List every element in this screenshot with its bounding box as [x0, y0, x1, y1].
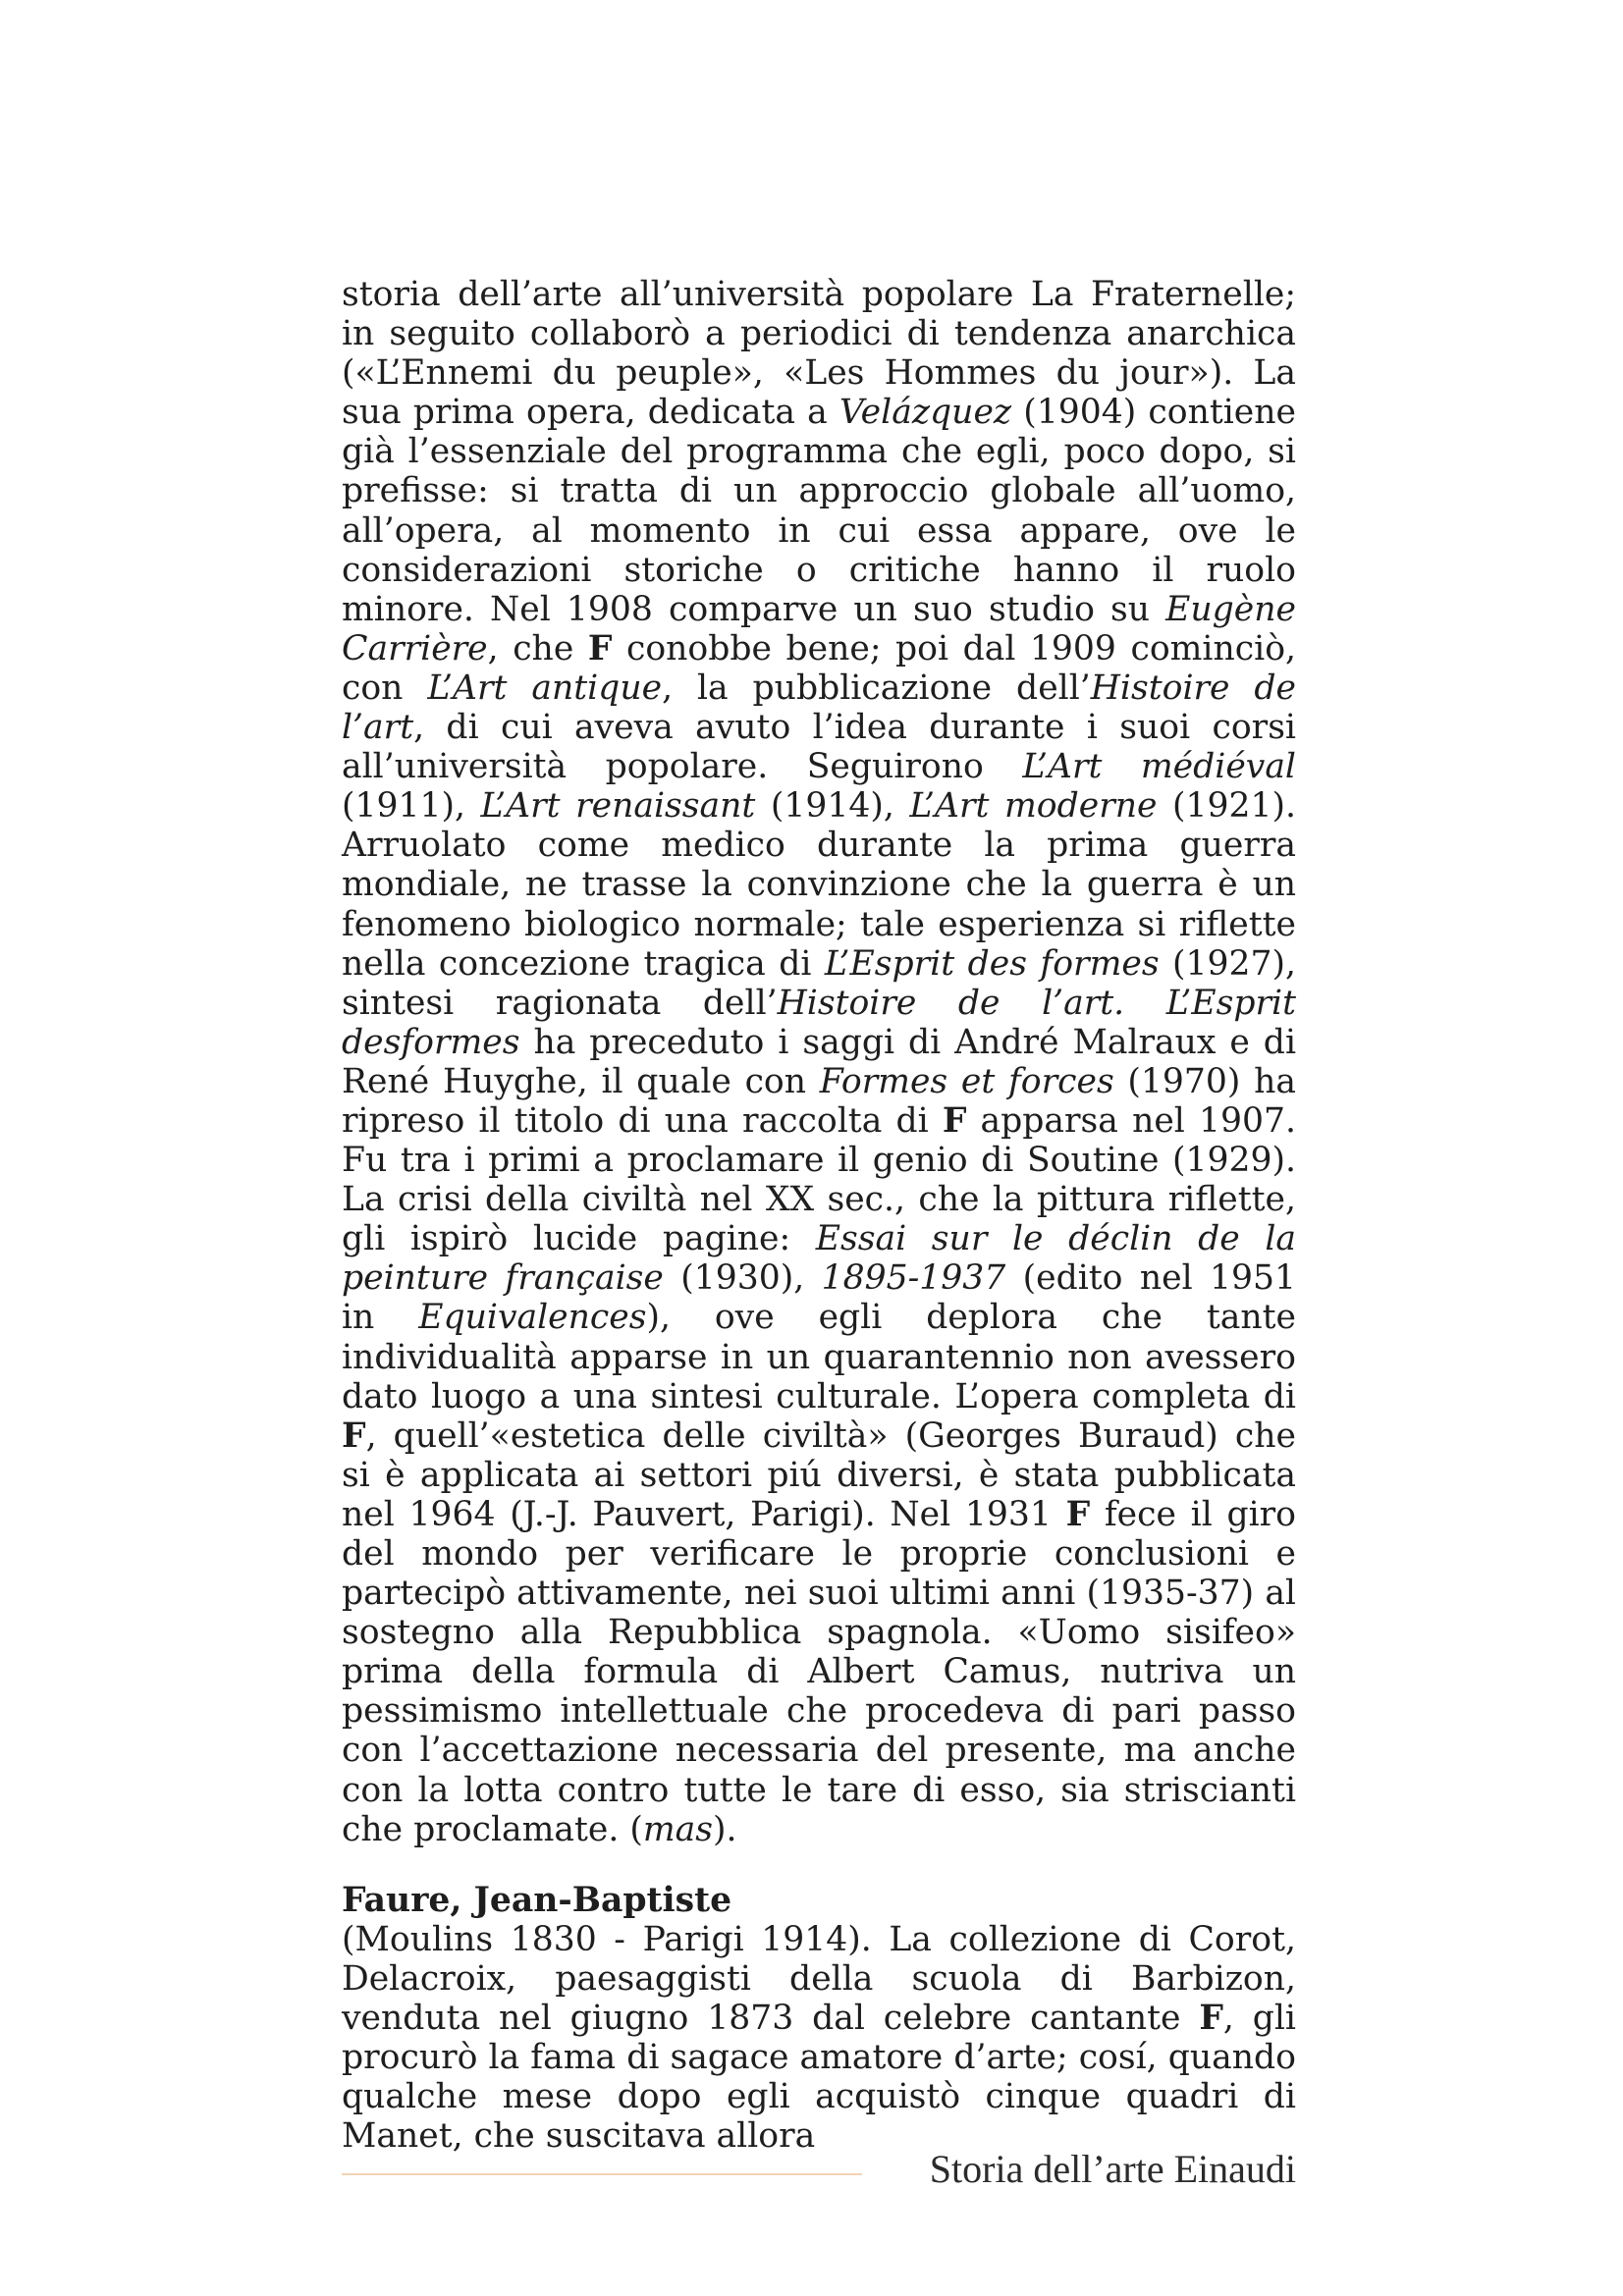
- text-column: [342, 275, 1296, 2156]
- work-title: L’Art moderne: [909, 786, 1158, 827]
- work-title: L’Art renaissant: [480, 786, 756, 827]
- work-title: Eugène Carrière: [342, 589, 1296, 668]
- author-initial: F: [587, 628, 613, 668]
- work-title: Velázquez: [839, 393, 1012, 433]
- work-title: Equivalences: [418, 1298, 647, 1338]
- author-initial: F: [342, 1415, 366, 1456]
- work-title: L’Art médiéval: [1022, 747, 1296, 787]
- work-title: 1895-1937: [821, 1258, 1006, 1299]
- work-title: Essai sur le déclin de la peinture française: [342, 1219, 1296, 1299]
- work-title: L’Art antique: [427, 667, 663, 708]
- signature-initials: mas: [642, 1809, 714, 1849]
- footer-rule: [342, 2173, 862, 2175]
- work-title: Formes et forces: [819, 1061, 1114, 1101]
- entry-paragraph: storia dell’arte all’università popolare La Fraternelle; in seguito collaborò a periodici di tendenza anarchica («L’Ennemi du peuple», «Les Hommes du jour»). La sua prima opera, dedicata a Velázquez (1904) contiene già l’essenziale del programma che egli, poco dopo, si prefisse: si tratta di un approccio globale all’uomo, all’opera, al momento in cui essa appare, ove le considerazioni storiche o critiche hanno il ruolo minore. Nel 1908 comparve un suo studio su Eugène Carrière, che F conobbe bene; poi dal 1909 cominciò, con L’Art antique, la pubblicazione dell’Histoire de l’art, di cui aveva avuto l’idea durante i suoi corsi all’università popolare. Seguirono L’Art médiéval (1911), L’Art renaissant (1914), L’Art moderne (1921). Arruolato come medico durante la prima guerra mondiale, ne trasse la convinzione che la guerra è un fenomeno biologico normale; tale esperienza si riflette nella concezione tragica di L’Esprit des formes (1927), sintesi ragionata dell’Histoire de l’art. L’Esprit desformes ha preceduto i saggi di André Malraux e di René Huyghe, il quale con Formes et forces (1970) ha ripreso il titolo di una raccolta di F apparsa nel 1907. Fu tra i primi a proclamare il genio di Soutine (1929). La crisi della civiltà nel XX sec., che la pittura riflette, gli ispirò lucide pagine: Essai sur le déclin de la peinture française (1930), 1895-1937 (edito nel 1951 in Equivalences), ove egli deplora che tante individualità apparse in un quarantennio non avessero dato luogo a una sintesi culturale. L’opera completa di F, quell’«estetica delle civiltà» (Georges Buraud) che si è applicata ai settori piú diversi, è stata pubblicata nel 1964 (J.-J. Pauvert, Parigi). Nel 1931 F fece il giro del mondo per verificare le proprie conclusioni e partecipò attivamente, nei suoi ultimi anni (1935-37) al sostegno alla Repubblica spagnola. «Uomo sisifeo» prima della formula di Albert Camus, nutriva un pessimismo intellettuale che procedeva di pari passo con l’accettazione necessaria del presente, ma anche con la lotta contro tutte le tare di esso, sia striscianti che proclamate. (mas).: [342, 275, 1297, 1849]
- work-title: Histoire de l’art. L’Esprit desformes: [342, 983, 1296, 1062]
- entry-heading: Faure, Jean-Baptiste: [342, 1880, 732, 1920]
- publication-title: Storia dell’arte Einaudi: [929, 2147, 1296, 2191]
- author-initial: F: [1065, 1494, 1091, 1534]
- author-initial: F: [942, 1100, 967, 1141]
- author-initial: F: [1199, 1999, 1223, 2039]
- entry-paragraph: (Moulins 1830 - Parigi 1914). La collezione di Corot, Delacroix, paesaggisti della scuola di Barbizon, venduta nel giugno 1873 dal celebre cantante F, gli procurò la fama di sagace amatore d’arte; cosí, quando qualche mese dopo egli acquistò cinque quadri di Manet, che suscitava allora: [342, 1919, 1296, 2157]
- page-footer: [342, 2148, 1296, 2191]
- work-title: L’Esprit des formes: [824, 943, 1160, 984]
- work-title: Histoire de l’art: [342, 667, 1297, 748]
